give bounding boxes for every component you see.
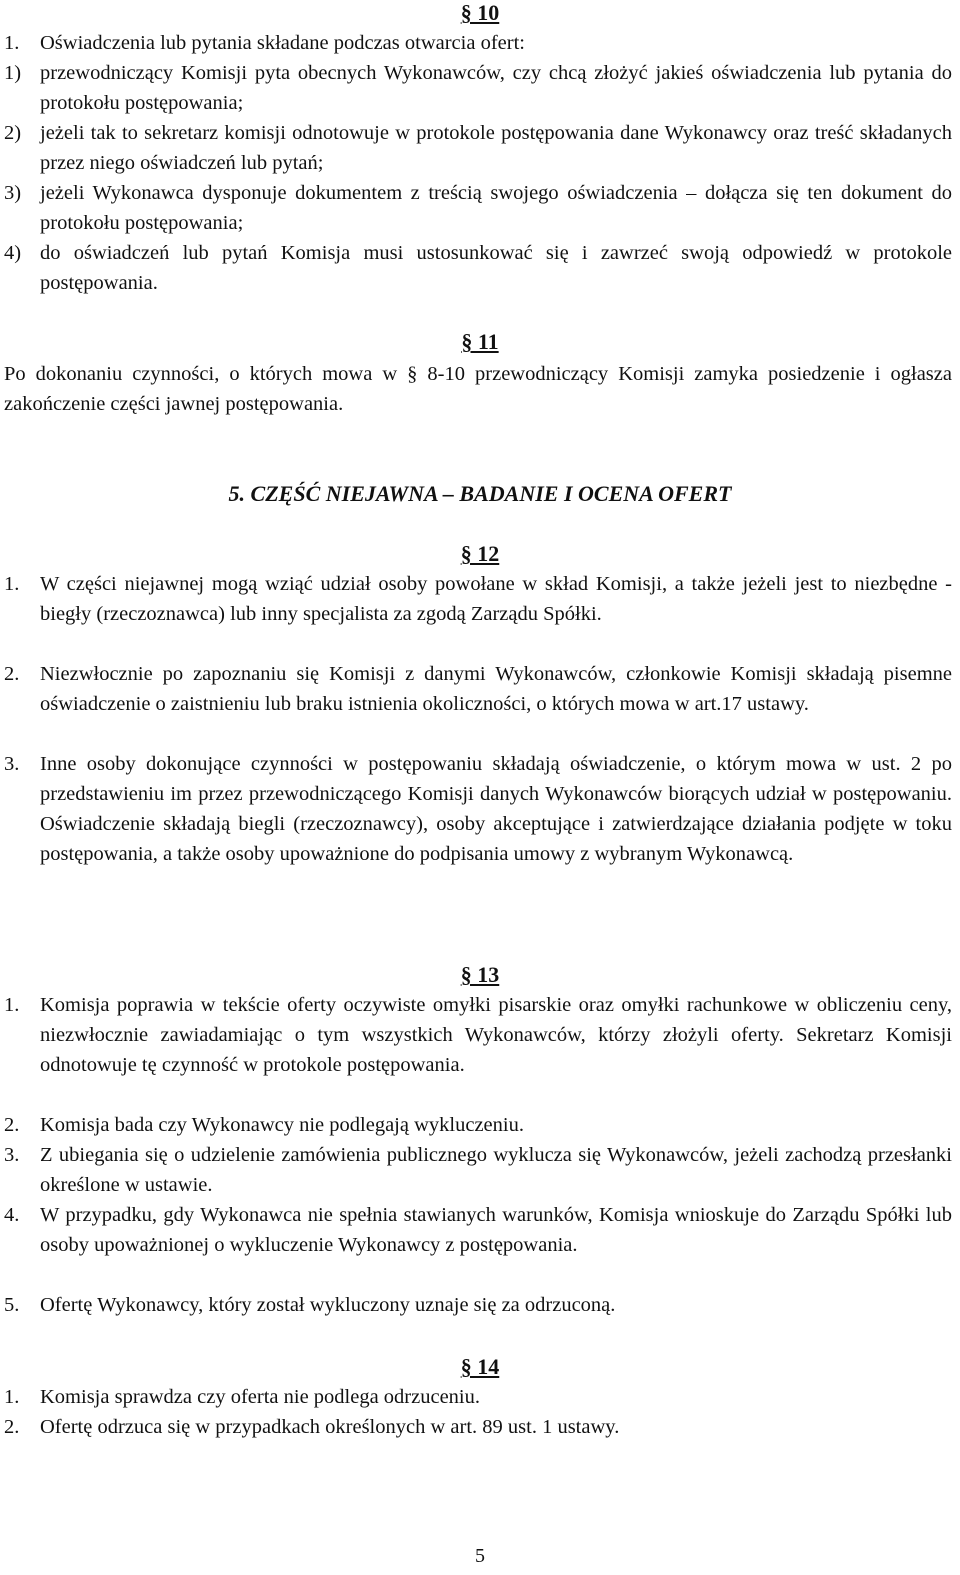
list-item bbox=[0, 1382, 952, 1412]
item-number: 4) bbox=[4, 242, 22, 264]
item-text: przewodniczący Komisji pyta obecnych Wykonawców, czy chcą złożyć jakieś oświadczenia lub pytania do protokołu postępowania; bbox=[40, 62, 952, 114]
item-number: 2. bbox=[4, 1416, 20, 1438]
list-item bbox=[0, 238, 952, 298]
list-item bbox=[0, 118, 952, 178]
item-number: 2. bbox=[4, 1114, 20, 1136]
item-text: jeżeli tak to sekretarz komisji odnotowuje w protokole postępowania dane Wykonawcy oraz treść składanych przez niego oświadczeń lub pytań; bbox=[40, 122, 952, 174]
item-text: jeżeli Wykonawca dysponuje dokumentem z treścią swojego oświadczenia – dołącza się ten dokument do protokołu postępowania; bbox=[40, 182, 952, 234]
list-item bbox=[0, 990, 952, 1080]
item-number: 3. bbox=[4, 1144, 20, 1166]
item-text: Komisja sprawdza czy oferta nie podlega odrzuceniu. bbox=[40, 1386, 480, 1408]
item-text: Oświadczenia lub pytania składane podczas otwarcia ofert: bbox=[40, 32, 525, 54]
page-number: 5 bbox=[475, 1545, 485, 1567]
item-number: 5. bbox=[4, 1294, 20, 1316]
list-item bbox=[0, 1110, 952, 1140]
section-10-heading: § 10 bbox=[460, 0, 500, 25]
item-number: 1. bbox=[4, 994, 20, 1016]
section-11-heading: § 11 bbox=[461, 329, 499, 354]
item-number: 2. bbox=[4, 663, 20, 685]
list-item bbox=[0, 749, 952, 869]
item-text: W przypadku, gdy Wykonawca nie spełnia stawianych warunków, Komisja wnioskuje do Zarządu Spółki lub osoby upoważnionej o wykluczenie Wykonawcy z postępowania. bbox=[40, 1204, 952, 1256]
item-text: Niezwłocznie po zapoznaniu się Komisji z danymi Wykonawców, członkowie Komisji składają pisemne oświadczenie o zaistnieniu lub braku istnienia okoliczności, o których mowa w art.17 ustawy. bbox=[40, 663, 952, 715]
item-text: Komisja poprawia w tekście oferty oczywiste omyłki pisarskie oraz omyłki rachunkowe w obliczeniu ceny, niezwłocznie zawiadamiając o tym wszystkich Wykonawców, którzy złożyli oferty. Sekretarz Komisji odnotowuje tę czynność w protokole postępowania. bbox=[40, 994, 952, 1076]
item-text: Z ubiegania się o udzielenie zamówienia publicznego wyklucza się Wykonawców, jeżeli zachodzą przesłanki określone w ustawie. bbox=[40, 1144, 952, 1196]
list-item bbox=[0, 28, 952, 58]
chapter-heading: 5. CZĘŚĆ NIEJAWNA – BADANIE I OCENA OFERT bbox=[228, 481, 732, 506]
item-text: Inne osoby dokonujące czynności w postępowaniu składają oświadczenie, o którym mowa w ust. 2 po przedstawieniu im przez przewodniczącego Komisji danych Wykonawców biorących udział w postępowaniu. Oświadczenie składają biegli (rzeczoznawcy), osoby akceptujące i zatwierdzające działania podjęte w toku postępowania, a także osoby upoważnione do podpisania umowy z wybranym Wykonawcą. bbox=[40, 753, 952, 865]
section-14-heading: § 14 bbox=[460, 1354, 500, 1379]
item-text: Ofertę Wykonawcy, który został wykluczony uznaje się za odrzuconą. bbox=[40, 1294, 616, 1316]
list-item bbox=[0, 659, 952, 719]
item-number: 1. bbox=[4, 32, 20, 54]
item-number: 4. bbox=[4, 1204, 20, 1226]
list-item bbox=[0, 569, 952, 629]
section-11-paragraph: Po dokonaniu czynności, o których mowa w § 8-10 przewodniczący Komisji zamyka posiedzenie i ogłasza zakończenie części jawnej postępowania. bbox=[4, 363, 952, 415]
list-item bbox=[0, 1412, 952, 1442]
list-item bbox=[0, 1200, 952, 1260]
item-number: 3) bbox=[4, 182, 22, 204]
item-text: do oświadczeń lub pytań Komisja musi ustosunkować się i zawrzeć swoją odpowiedź w protokole postępowania. bbox=[40, 242, 952, 294]
item-text: Ofertę odrzuca się w przypadkach określonych w art. 89 ust. 1 ustawy. bbox=[40, 1416, 620, 1438]
list-item bbox=[0, 58, 952, 118]
item-number: 2) bbox=[4, 122, 22, 144]
item-text: Komisja bada czy Wykonawcy nie podlegają wykluczeniu. bbox=[40, 1114, 524, 1136]
item-number: 1) bbox=[4, 62, 22, 84]
item-number: 1. bbox=[4, 573, 20, 595]
list-item bbox=[0, 1140, 952, 1200]
item-number: 3. bbox=[4, 753, 20, 775]
section-12-heading: § 12 bbox=[460, 541, 500, 566]
list-item bbox=[0, 1290, 952, 1320]
item-text: W części niejawnej mogą wziąć udział osoby powołane w skład Komisji, a także jeżeli jest to niezbędne - biegły (rzeczoznawca) lub inny specjalista za zgodą Zarządu Spółki. bbox=[40, 573, 952, 625]
section-13-heading: § 13 bbox=[460, 962, 500, 987]
item-number: 1. bbox=[4, 1386, 20, 1408]
list-item bbox=[0, 178, 952, 238]
